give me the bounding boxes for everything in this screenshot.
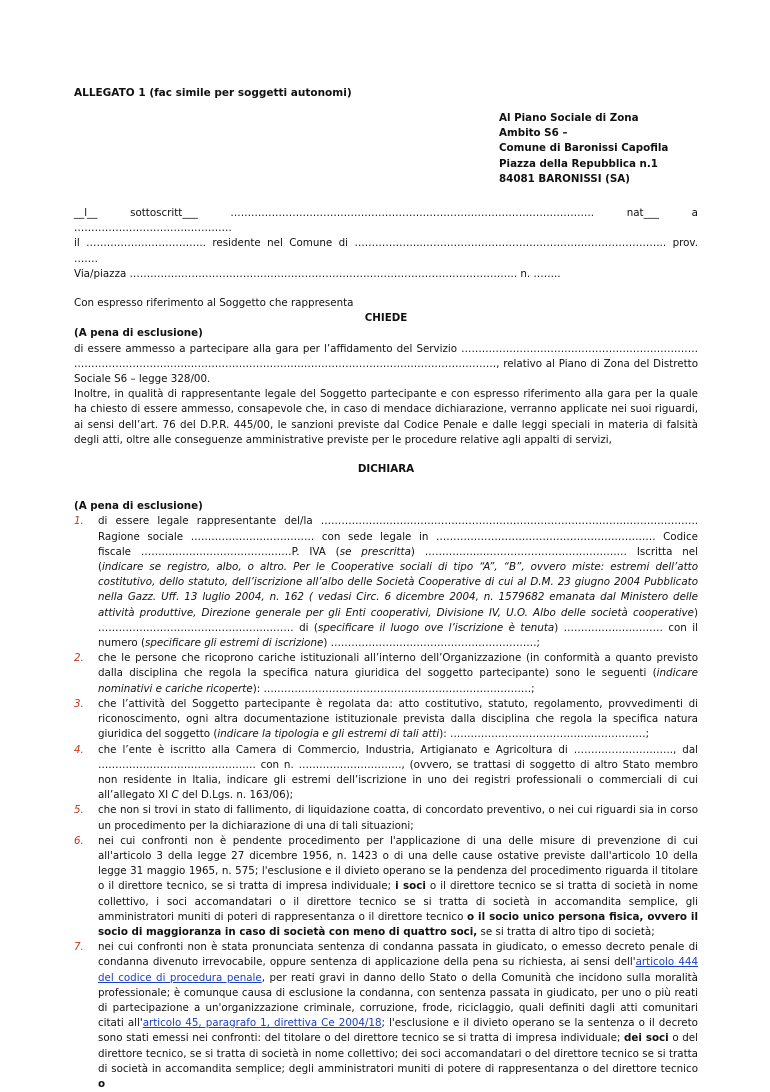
item-number: 7.	[74, 941, 84, 954]
address-line: 84081 BARONISSI (SA)	[499, 172, 630, 185]
item-number: 6.	[74, 834, 84, 847]
item-text: se prescritta	[339, 545, 411, 558]
declaration-item	[74, 514, 698, 651]
declaration-list	[74, 514, 698, 1092]
intro-line-residence: il …………………………….. residente nel Comune di ………………..…………………………………………………………….. prov. …….	[74, 237, 698, 265]
item-text: specificare il luogo ove l’iscrizione è tenuta	[317, 621, 555, 634]
item-text: o del direttore tecnico, se si tratta di società in nome collettivo; dei soci accomandatari o del direttore tecnico se si tratta di società in accomandita semplice; degli amministratori muniti di potere di rappresentanza o del direttore tecnico	[98, 1032, 698, 1075]
item-text: nei cui confronti non è pendente procedimento per l'applicazione di una delle misure di prevenzione di cui all'articolo 3 della legge 27 dicembre 1956, n. 1423 o di una delle cause ostative previste dall'articolo 10 della legge 31 maggio 1965, n. 575; l'esclusione e il divieto operano se la pendenza del procedimento riguarda il titolare o il direttore tecnico, se si tratta di impresa individuale;	[98, 834, 698, 893]
legal-reference-link[interactable]: articolo 444 del codice di procedura penale	[98, 956, 698, 984]
item-text: o il direttore tecnico se si tratta di società in nome collettivo, i soci accomandatari o il direttore tecnico se si tratta di società in accomandita semplice, gli amministratori muniti di poteri di rappresentanza o il direttore tecnico	[98, 880, 698, 923]
item-text: che le persone che ricoprono cariche istituzionali all’interno dell’Organizzazione (in conformità a quanto previsto dalla disciplina che regola la specifica natura giuridica del soggetto partecipante) sono le seguenti (	[98, 652, 698, 680]
allegato-title: ALLEGATO 1 (fac simile per soggetti autonomi)	[74, 87, 352, 99]
chiede-text-2: Inoltre, in qualità di rappresentante legale del Soggetto partecipante e con espresso riferimento alla gara per la quale ha chiesto di essere ammesso, consapevole che, in caso di mendace dichiarazione, verranno applicate nei suoi riguardi, ai sensi dell’art. 76 del D.P.R. 445/00, le sanzioni previste dal Codice Penale e dalle leggi speciali in materia di falsità degli atti, oltre alle conseguenze amministrative previste per le procedure relative agli appalti di servizi,	[74, 388, 698, 446]
declaration-item	[74, 743, 698, 804]
declaration-item	[74, 834, 698, 940]
address-line: Al Piano Sociale di Zona	[499, 112, 639, 124]
item-text: di essere legale rappresentante del/la ……………………………………………………………………………………………….. Ragione sociale ……………………………… con sede legale in ………………………………………………………. Codice fiscale ………………………………..……P. IVA (	[98, 515, 698, 558]
chiede-pena: (A pena di esclusione)	[74, 327, 203, 340]
item-text: ) ………………………………………………… di (	[98, 606, 698, 634]
declaration-item	[74, 940, 698, 1092]
item-text: ) ……………..………… con il numero (	[98, 621, 698, 650]
declaration-item	[74, 697, 698, 743]
item-text: dei soci	[624, 1032, 669, 1045]
item-text: nei cui confronti non è stata pronunciata sentenza di condanna passata in giudicato, o emesso decreto penale di condanna divenuto irrevocabile, oppure sentenza di applicazione della pena su richiesta, ai sensi dell'	[98, 941, 698, 969]
item-text: se si tratta di altro tipo di società;	[477, 925, 655, 938]
item-number: 1.	[74, 515, 84, 528]
dichiara-heading: DICHIARA	[357, 463, 415, 476]
declaration-item	[74, 651, 698, 697]
item-text: ): …………………………………………………;	[439, 728, 650, 741]
item-number: 2.	[74, 652, 84, 665]
item-text: indicare se registro, albo, o altro. Per le Cooperative sociali di tipo “A”, “B”, ovvero miste: estremi dell’atto costitutivo, dello statuto, dell’iscrizione all’albo delle Società Cooperative di cui al D.M. 23 giugno 2004 Pubblicato nella Gazz. Uff. 13 luglio 2004, n. 162 ( vedasi Circ. 6 dicembre 2004, n. 1579682 emanata dal Ministero delle attività produttive, Direzione generale per gli Enti cooperativi, Divisione IV, U.O. Albo delle società cooperative	[98, 561, 698, 619]
recipient-address	[499, 111, 668, 187]
chiede-heading: CHIEDE	[364, 312, 408, 325]
chiede-text: di essere ammesso a partecipare alla gara per l’affidamento del Servizio …………………………………………………………… ……………………………………………………………………………………………………………, relativo al Piano di Zona del Distretto Sociale S6 – legge 328/00.	[74, 342, 698, 386]
address-line: Piazza della Repubblica n.1	[499, 157, 658, 170]
item-number: 4.	[74, 743, 84, 756]
item-text: o il socio unico persona fisica, ovvero il socio di maggioranza in caso di società con meno di quattro soci,	[98, 910, 698, 938]
item-text: C	[171, 789, 179, 802]
legal-reference-link[interactable]: articolo 45, paragrafo 1, direttiva Ce 2004/18	[142, 1017, 382, 1030]
item-text: i soci	[395, 880, 426, 893]
item-text: ) ……………………………………………………;	[323, 637, 541, 650]
item-text: ): ……………………………………………………………………;	[252, 682, 535, 695]
item-text: , per reati gravi in danno dello Stato o della Comunità che incidono sulla moralità professionale; è comunque causa di esclusione la condanna, con sentenza passata in giudicato, per uno o più reati di partecipazione a un'organizzazione criminale, corruzione, frode, riciclaggio, quali definiti dagli atti comunitari citati all'	[98, 971, 698, 1030]
item-text: del D.Lgs. n. 163/06);	[178, 789, 294, 802]
item-number: 3.	[74, 697, 84, 710]
item-text: ) ……………..…………………………………… Iscritta nel (	[98, 545, 698, 574]
item-text: ; l'esclusione e il divieto operano se la sentenza o il decreto sono stati emessi nei confronti: del titolare o del direttore tecnico se si tratta di impresa individuale;	[98, 1017, 698, 1045]
item-text: specificare gli estremi di iscrizione	[145, 637, 324, 650]
declaration-item	[74, 803, 698, 833]
item-text: indicare nominativi e cariche ricoperte	[98, 667, 698, 695]
item-text: che l’ente è iscritto alla Camera di Commercio, Industria, Artigianato e Agricoltura di ……………………….., dal ………………………………………. con n. …………………………, (ovvero, se trattasi di soggetto di altro Stato membro non residente in Italia, indicare gli estremi dell’iscrizione in uno dei registri professionali o commerciali di cui all’allegato XI	[98, 743, 698, 802]
intro-reference: Con espresso riferimento al Soggetto che rappresenta	[74, 297, 354, 310]
document-body	[74, 206, 698, 1092]
item-text: che l’attività del Soggetto partecipante è regolata da: atto costitutivo, statuto, regolamento, provvedimenti di riconoscimento, ogni altra documentazione istituzionale prevista dalla disciplina che regola la specifica natura giuridica del soggetto (	[98, 697, 698, 741]
item-number: 5.	[74, 804, 84, 817]
address-line: Ambito S6 –	[499, 127, 568, 140]
intro-line-name: __l__ sottoscritt___ ……………………………………………………………………………………………. nat___ a ……………………………………….	[74, 207, 698, 235]
item-text: che non si trovi in stato di fallimento, di liquidazione coatta, di concordato preventivo, o nei cui riguardi sia in corso un procedimento per la dichiarazione di una di tali situazioni;	[98, 804, 698, 832]
item-text: indicare la tipologia e gli estremi di tali atti	[217, 728, 440, 741]
dichiara-pena: (A pena di esclusione)	[74, 500, 203, 513]
intro-line-street: Via/piazza ………………………………………………………………………………………………….. n. ……..	[74, 267, 561, 280]
address-line: Comune di Baronissi Capofila	[499, 142, 669, 155]
item-text: o	[98, 1077, 106, 1090]
